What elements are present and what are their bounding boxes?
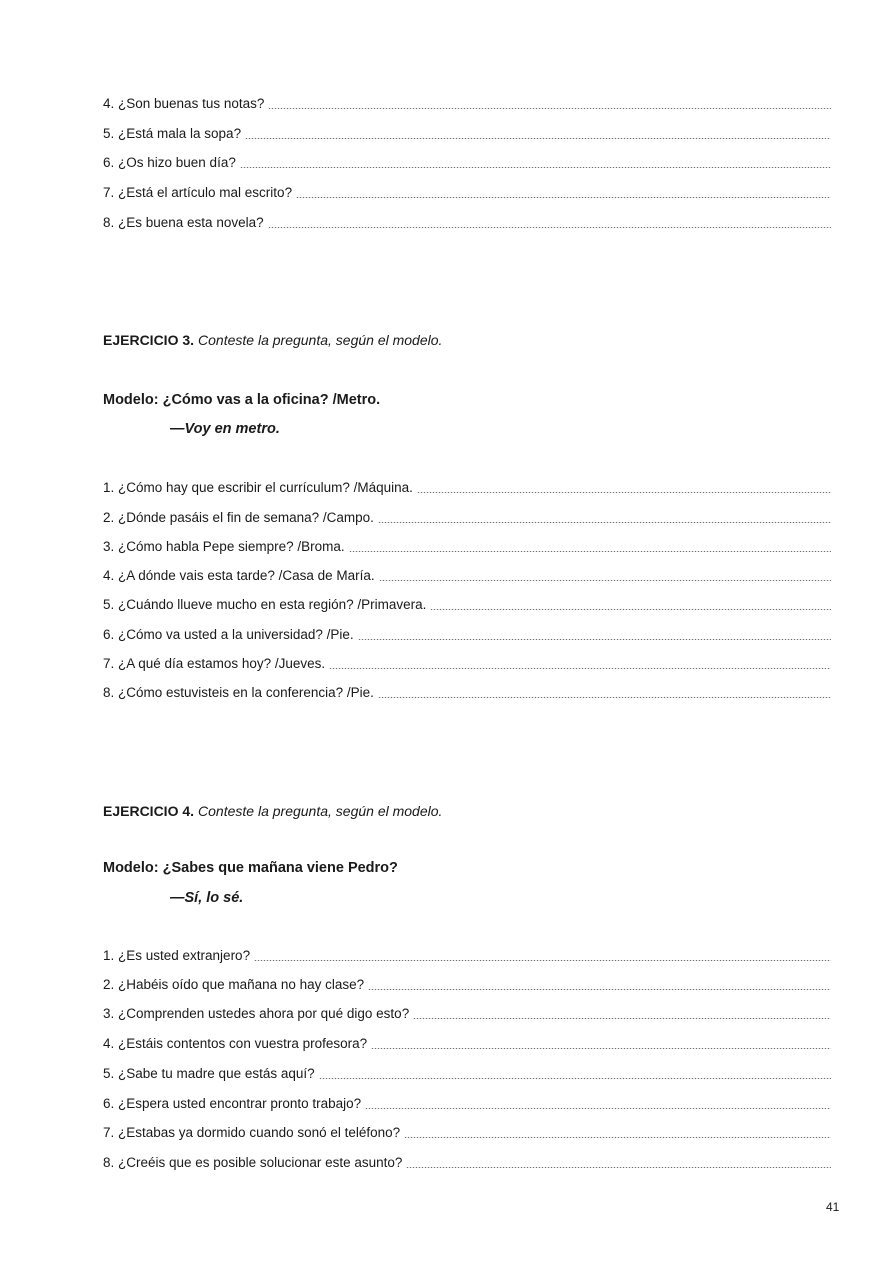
item-text: 4. ¿A dónde vais esta tarde? /Casa de María. bbox=[103, 568, 375, 583]
item-text: 1. ¿Es usted extranjero? bbox=[103, 948, 251, 963]
item-text: 7. ¿Está el artículo mal escrito? bbox=[103, 185, 293, 200]
exercise-item bbox=[103, 656, 831, 672]
exercise-item bbox=[103, 1036, 831, 1052]
answer-line[interactable] bbox=[417, 492, 831, 493]
answer-line[interactable] bbox=[268, 108, 831, 109]
answer-line[interactable] bbox=[430, 609, 831, 610]
exercise-item bbox=[103, 568, 831, 584]
item-text: 5. ¿Sabe tu madre que estás aquí? bbox=[103, 1066, 315, 1081]
item-text: 4. ¿Estáis contentos con vuestra profesora? bbox=[103, 1036, 368, 1051]
answer-line[interactable] bbox=[268, 227, 831, 228]
answer-line[interactable] bbox=[365, 1108, 831, 1109]
exercise-item bbox=[103, 685, 831, 701]
item-text: 6. ¿Espera usted encontrar pronto trabajo? bbox=[103, 1096, 362, 1111]
item-text: 3. ¿Comprenden ustedes ahora por qué digo esto? bbox=[103, 1006, 410, 1021]
exercise-4-modelo: Modelo: ¿Sabes que mañana viene Pedro? bbox=[103, 860, 398, 876]
exercise-4-model-answer: —Sí, lo sé. bbox=[170, 890, 244, 906]
item-text: 7. ¿Estabas ya dormido cuando sonó el teléfono? bbox=[103, 1125, 401, 1140]
exercise-item bbox=[103, 215, 831, 231]
exercise-item bbox=[103, 126, 831, 142]
item-text: 7. ¿A qué día estamos hoy? /Jueves. bbox=[103, 656, 326, 671]
exercise-item bbox=[103, 480, 831, 496]
answer-line[interactable] bbox=[379, 580, 831, 581]
exercise-instruction: Conteste la pregunta, según el modelo. bbox=[198, 803, 443, 819]
item-text: 6. ¿Os hizo buen día? bbox=[103, 155, 236, 170]
exercise-label: EJERCICIO 4. bbox=[103, 803, 195, 819]
item-text: 8. ¿Es buena esta novela? bbox=[103, 215, 264, 230]
item-text: 8. ¿Cómo estuvisteis en la conferencia? /Pie. bbox=[103, 685, 374, 700]
answer-line[interactable] bbox=[240, 167, 831, 168]
answer-line[interactable] bbox=[371, 1048, 831, 1049]
answer-line[interactable] bbox=[378, 697, 831, 698]
exercise-4-heading bbox=[103, 803, 442, 819]
exercise-item bbox=[103, 1096, 831, 1112]
item-text: 5. ¿Está mala la sopa? bbox=[103, 126, 242, 141]
item-text: 2. ¿Dónde pasáis el fin de semana? /Campo. bbox=[103, 510, 374, 525]
item-text: 2. ¿Habéis oído que mañana no hay clase? bbox=[103, 977, 365, 992]
answer-line[interactable] bbox=[329, 668, 831, 669]
exercise-item bbox=[103, 539, 831, 555]
answer-line[interactable] bbox=[406, 1167, 831, 1168]
answer-line[interactable] bbox=[368, 989, 831, 990]
exercise-item bbox=[103, 185, 831, 201]
page-number: 41 bbox=[826, 1200, 840, 1214]
exercise-item bbox=[103, 597, 831, 613]
answer-line[interactable] bbox=[404, 1137, 831, 1138]
item-text: 5. ¿Cuándo llueve mucho en esta región? /Primavera. bbox=[103, 597, 427, 612]
item-text: 8. ¿Creéis que es posible solucionar este asunto? bbox=[103, 1155, 403, 1170]
item-text: 4. ¿Son buenas tus notas? bbox=[103, 96, 265, 111]
item-text: 3. ¿Cómo habla Pepe siempre? /Broma. bbox=[103, 539, 345, 554]
answer-line[interactable] bbox=[254, 960, 831, 961]
answer-line[interactable] bbox=[319, 1078, 831, 1079]
exercise-item bbox=[103, 1066, 831, 1082]
exercise-item bbox=[103, 96, 831, 112]
answer-line[interactable] bbox=[413, 1018, 831, 1019]
answer-line[interactable] bbox=[358, 639, 831, 640]
answer-line[interactable] bbox=[296, 197, 831, 198]
answer-line[interactable] bbox=[378, 522, 831, 523]
exercise-item bbox=[103, 948, 831, 964]
item-text: 6. ¿Cómo va usted a la universidad? /Pie. bbox=[103, 627, 354, 642]
exercise-3-heading bbox=[103, 332, 442, 348]
exercise-item bbox=[103, 155, 831, 171]
answer-line[interactable] bbox=[245, 138, 831, 139]
exercise-item bbox=[103, 627, 831, 643]
exercise-3-model-answer: —Voy en metro. bbox=[170, 421, 280, 437]
exercise-label: EJERCICIO 3. bbox=[103, 332, 195, 348]
exercise-item bbox=[103, 1006, 831, 1022]
exercise-item bbox=[103, 1155, 831, 1171]
exercise-3-modelo: Modelo: ¿Cómo vas a la oficina? /Metro. bbox=[103, 392, 381, 408]
answer-line[interactable] bbox=[349, 551, 831, 552]
exercise-instruction: Conteste la pregunta, según el modelo. bbox=[198, 332, 443, 348]
exercise-item bbox=[103, 977, 831, 993]
item-text: 1. ¿Cómo hay que escribir el currículum? /Máquina. bbox=[103, 480, 413, 495]
exercise-item bbox=[103, 510, 831, 526]
exercise-item bbox=[103, 1125, 831, 1141]
